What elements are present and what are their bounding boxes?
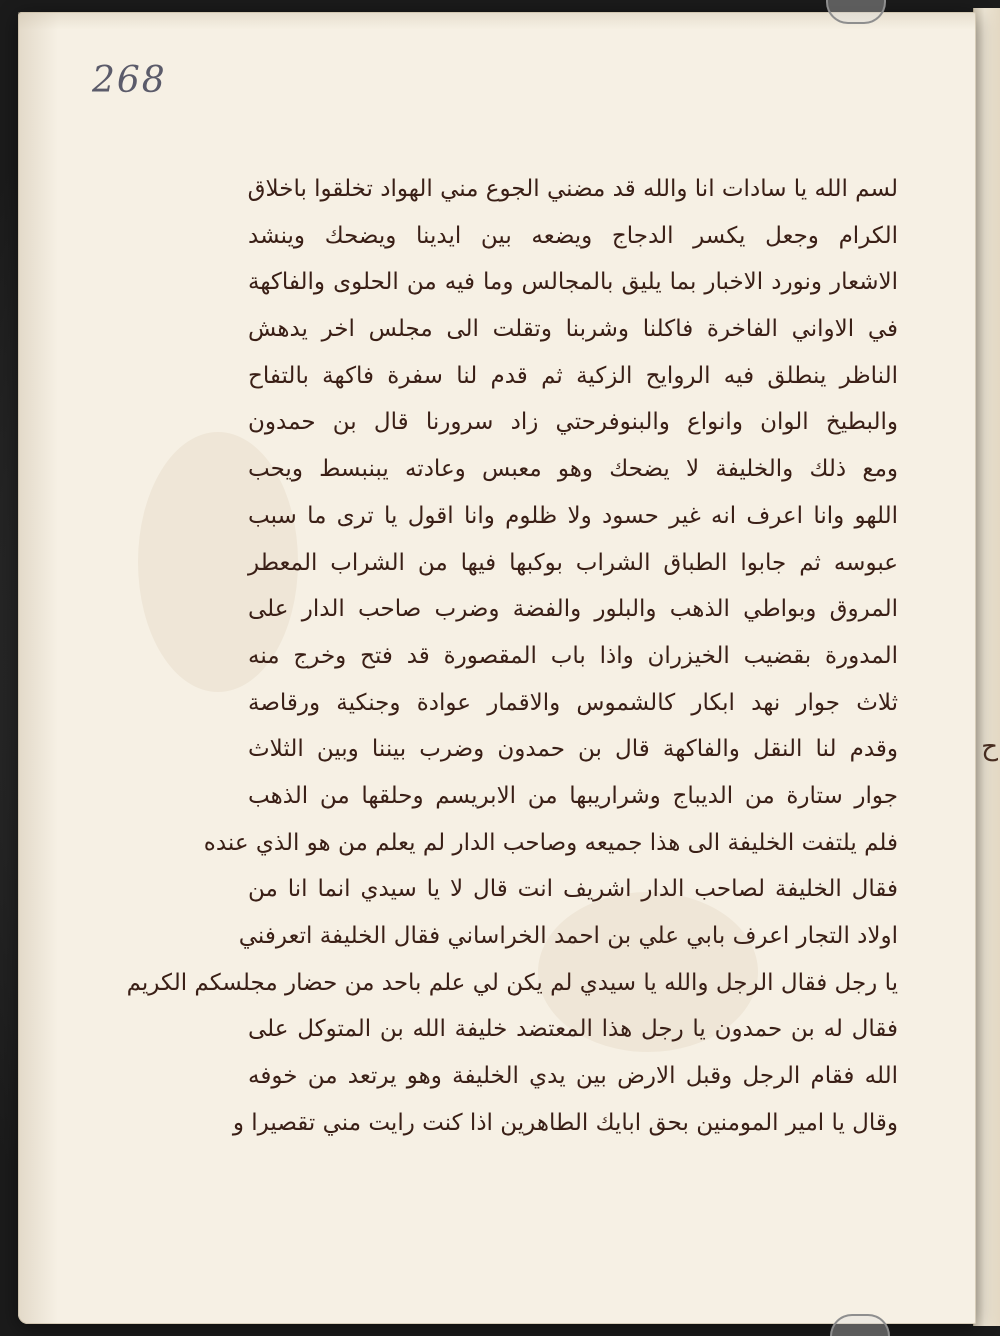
manuscript-text xyxy=(126,166,898,1146)
text-line: المدورة بقضيب الخيزران واذا باب المقصورة قد فتح وخرج منه xyxy=(248,642,898,669)
text-line: يا رجل فقال الرجل والله يا سيدي لم يكن لي علم باحد من حضار مجلسكم الكريم xyxy=(126,969,898,996)
next-page-edge xyxy=(973,8,1000,1326)
text-line: جوار ستارة من الديباج وشراريبها من الابريسم وحلقها من الذهب xyxy=(248,782,898,809)
text-line: فقال الخليفة لصاحب الدار اشريف انت قال لا يا سيدي انما انا من xyxy=(248,876,898,903)
text-line: فقال له بن حمدون يا رجل هذا المعتضد خليفة الله بن المتوكل على xyxy=(248,1016,898,1043)
text-line: الناظر ينطلق فيه الروايح الزكية ثم قدم لنا سفرة فاكهة بالتفاح xyxy=(248,362,898,389)
manuscript-page xyxy=(18,12,976,1324)
text-line: في الاواني الفاخرة فاكلنا وشربنا وتقلت الى مجلس اخر يدهش xyxy=(248,316,898,343)
page-clip-bottom xyxy=(830,1314,890,1336)
text-line: فلم يلتفت الخليفة الى هذا جميعه وصاحب الدار لم يعلم من هو الذي عنده xyxy=(203,829,898,856)
text-line: والبطيخ الوان وانواع والبنوفرحتي زاد سرورنا قال بن حمدون xyxy=(248,409,898,436)
folio-number: 268 xyxy=(92,60,167,101)
text-line: عبوسه ثم جابوا الطباق الشراب بوكبها فيها من الشراب المعطر xyxy=(248,549,898,576)
text-line: لسم الله يا سادات انا والله قد مضني الجوع مني الهواد تخلقوا باخلاق xyxy=(247,176,898,202)
text-line: المروق وبواطي الذهب والبلور والفضة وضرب صاحب الدار على xyxy=(248,596,898,623)
margin-glyph: ح xyxy=(981,732,998,762)
text-line: ثلاث جوار نهد ابكار كالشموس والاقمار عوادة وجنكية ورقاصة xyxy=(248,689,898,716)
text-line: الاشعار ونورد الاخبار بما يليق بالمجالس وما فيه من الحلوى والفاكهة xyxy=(248,269,898,296)
text-line: الله فقام الرجل وقبل الارض بين يدي الخليفة وهو يرتعد من خوفه xyxy=(248,1063,898,1090)
text-line: الكرام وجعل يكسر الدجاج ويضعه بين ايدينا ويضحك وينشد xyxy=(248,222,898,249)
text-line: وقدم لنا النقل والفاكهة قال بن حمدون وضرب بيننا وبين الثلاث xyxy=(248,736,898,763)
text-line: وقال يا امير المومنين بحق ابايك الطاهرين اذا كنت رايت مني تقصيرا و xyxy=(232,1109,898,1136)
text-line: اولاد التجار اعرف بابي علي بن احمد الخراساني فقال الخليفة اتعرفني xyxy=(238,923,898,949)
text-line: اللهو وانا اعرف انه غير حسود ولا ظلوم وانا اقول يا ترى ما سبب xyxy=(248,502,898,529)
text-line: ومع ذلك والخليفة لا يضحك وهو معبس وعادته يبنبسط ويحب xyxy=(248,456,898,483)
